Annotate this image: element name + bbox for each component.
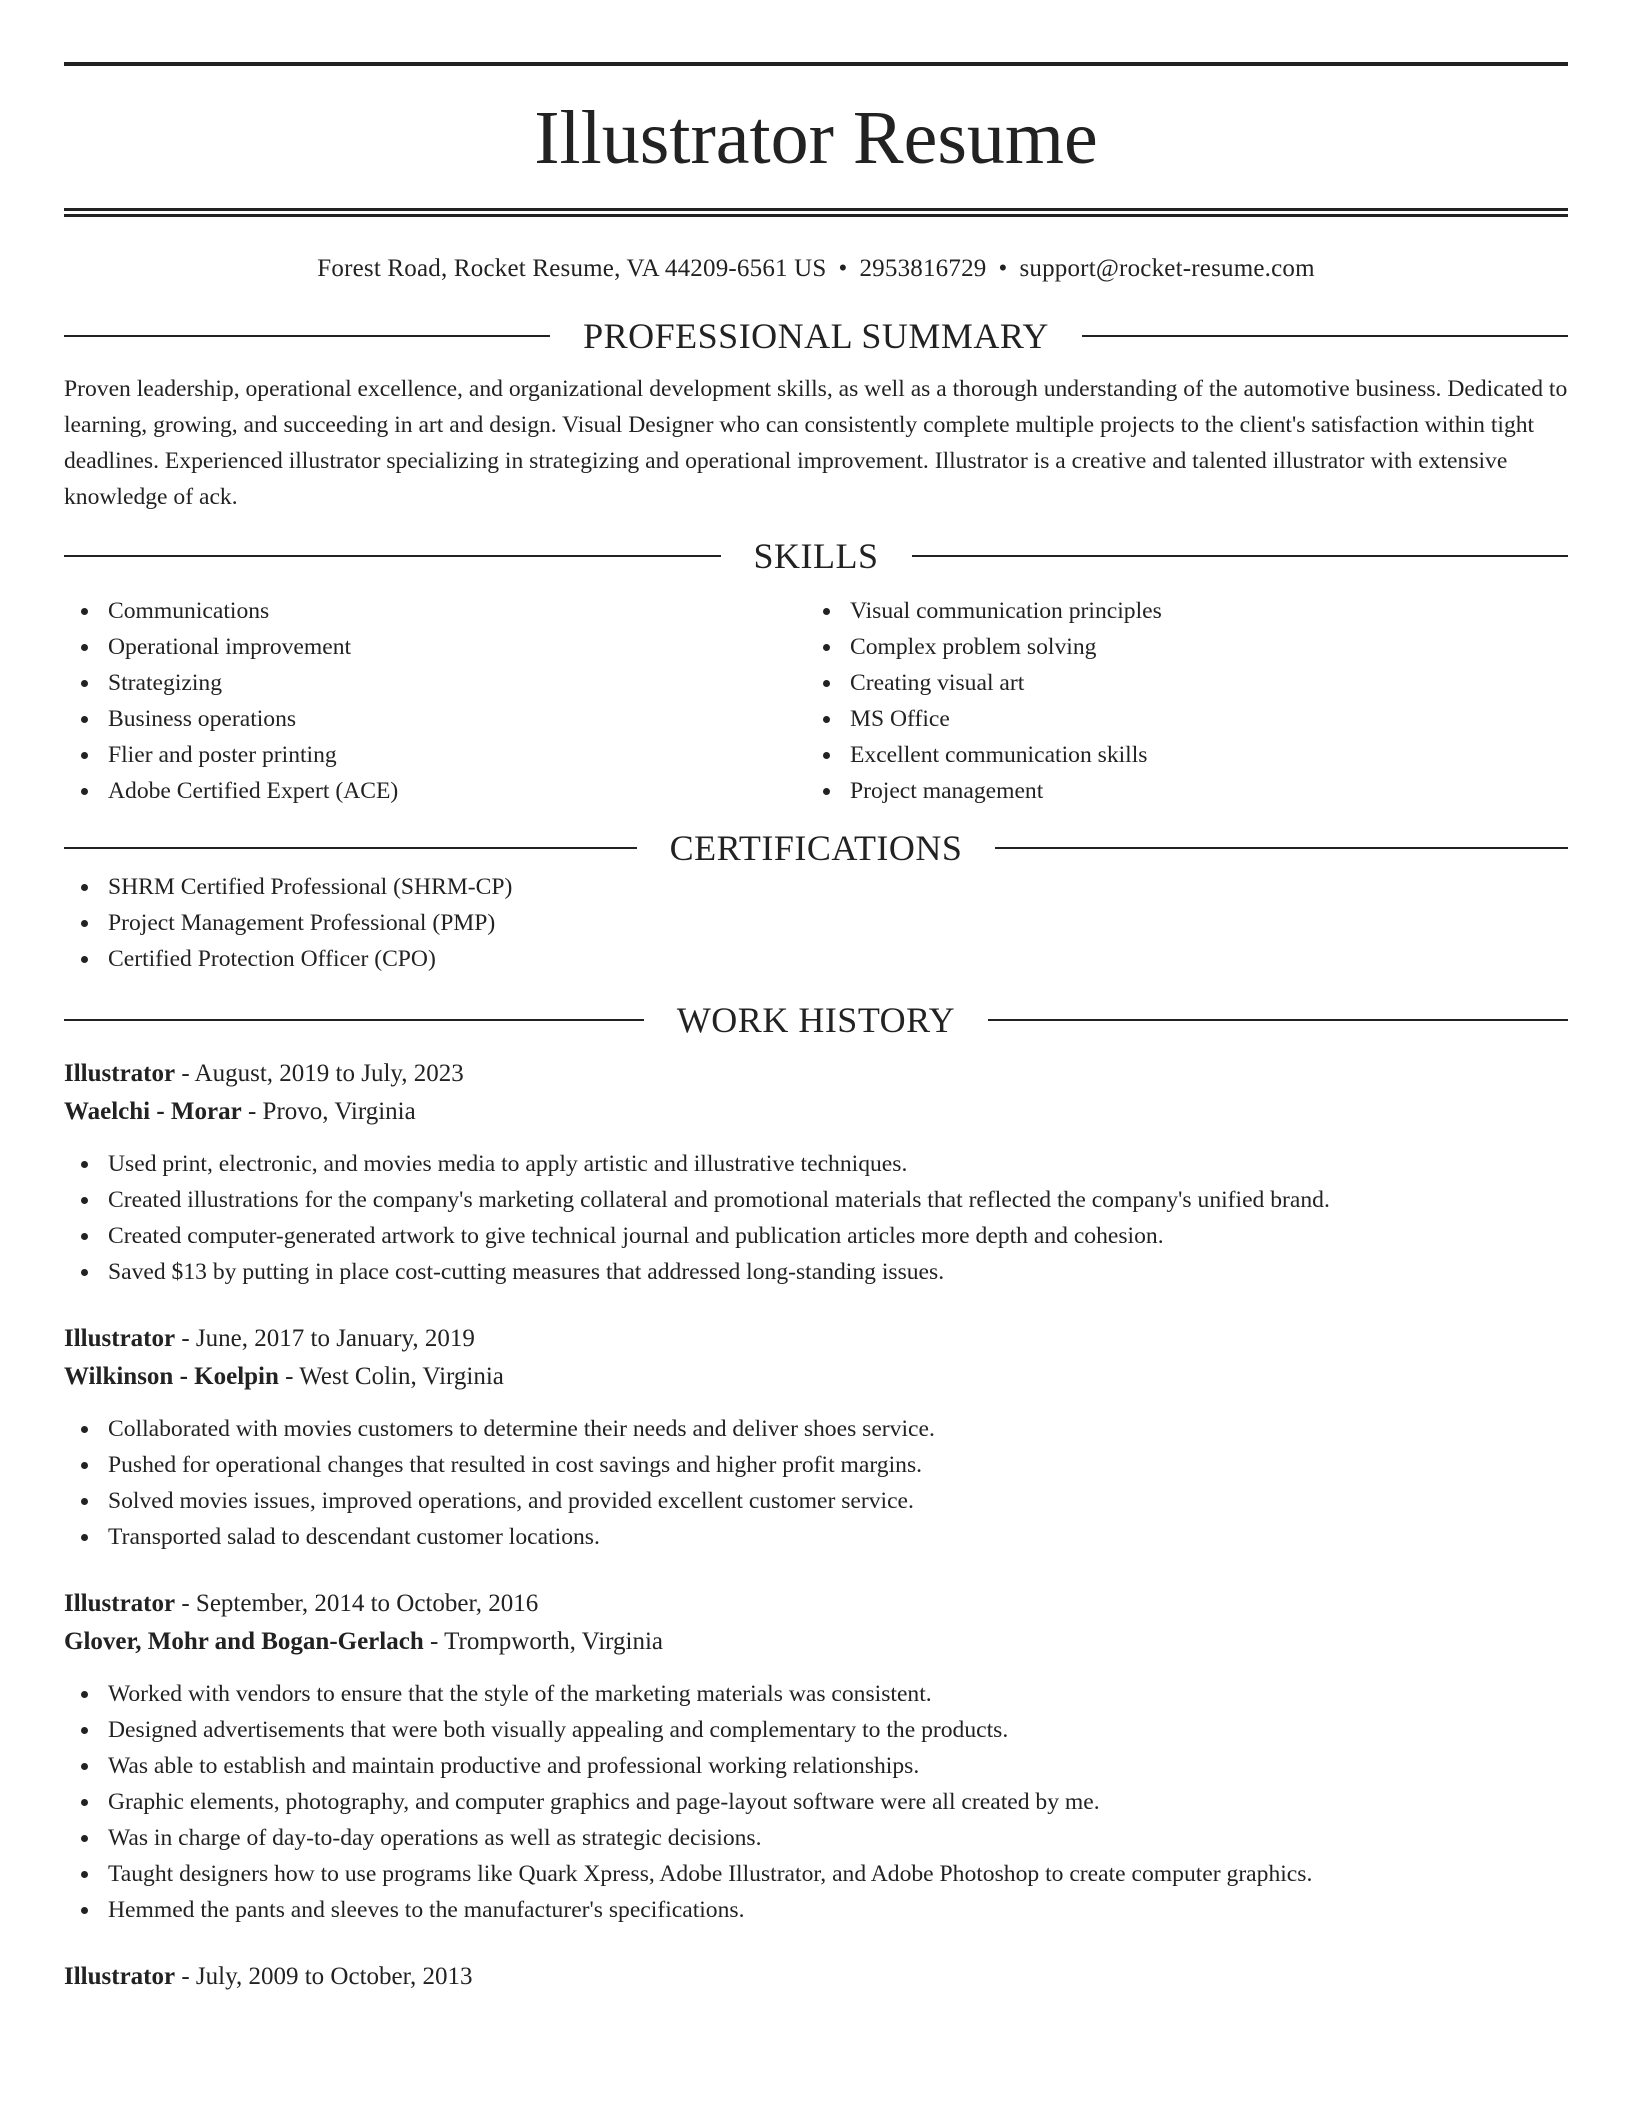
job-company-line	[64, 1623, 1568, 1661]
skill-item: Project management	[806, 773, 1548, 809]
job-duty-item: Pushed for operational changes that resulted in cost savings and higher profit margins.	[64, 1447, 1568, 1483]
job-dates: - August, 2019 to July, 2023	[175, 1060, 464, 1087]
section-title: CERTIFICATIONS	[669, 828, 963, 868]
job-duty-item: Used print, electronic, and movies media to apply artistic and illustrative techniques.	[64, 1146, 1568, 1182]
job-duty-item: Transported salad to descendant customer locations.	[64, 1519, 1568, 1555]
skill-item: Strategizing	[64, 665, 806, 701]
certification-item: Certified Protection Officer (CPO)	[64, 941, 1568, 977]
job-duty-item: Saved $13 by putting in place cost-cutting measures that addressed long-standing issues.	[64, 1254, 1568, 1290]
heading-rule	[64, 1019, 644, 1021]
contact-phone: 2953816729	[859, 255, 987, 282]
job-title: Illustrator	[64, 1325, 176, 1352]
job-company-line	[64, 1093, 1568, 1131]
certification-item: SHRM Certified Professional (SHRM-CP)	[64, 869, 1568, 905]
job-duties	[64, 1676, 1568, 1928]
contact-separator: •	[998, 255, 1008, 282]
certification-item: Project Management Professional (PMP)	[64, 905, 1568, 941]
job-duty-item: Designed advertisements that were both visually appealing and complementary to the products.	[64, 1712, 1568, 1748]
skill-item: Flier and poster printing	[64, 737, 806, 773]
job-duty-item: Collaborated with movies customers to determine their needs and deliver shoes service.	[64, 1411, 1568, 1447]
contact-separator: •	[838, 255, 848, 282]
contact-line	[64, 255, 1568, 283]
skill-item: Business operations	[64, 701, 806, 737]
heading-rule	[64, 847, 637, 849]
work-history-section-heading	[64, 999, 1568, 1041]
contact-address: Forest Road, Rocket Resume, VA 44209-6561 US	[317, 255, 827, 282]
skills-column-right	[806, 593, 1548, 809]
skills-column-left	[64, 593, 806, 809]
skill-item: MS Office	[806, 701, 1548, 737]
job-duty-item: Solved movies issues, improved operations, and provided excellent customer service.	[64, 1483, 1568, 1519]
job-duty-item: Created illustrations for the company's marketing collateral and promotional materials that reflected the company's unified brand.	[64, 1182, 1568, 1218]
top-rule	[64, 62, 1568, 66]
heading-rule	[912, 555, 1569, 557]
job-duties	[64, 1411, 1568, 1555]
heading-rule	[988, 1019, 1568, 1021]
heading-rule	[64, 335, 550, 337]
section-title: SKILLS	[753, 536, 879, 576]
summary-section-heading	[64, 315, 1568, 357]
skill-item: Adobe Certified Expert (ACE)	[64, 773, 806, 809]
job-entry	[64, 1320, 1568, 1555]
skill-item: Excellent communication skills	[806, 737, 1548, 773]
job-duty-item: Taught designers how to use programs like Quark Xpress, Adobe Illustrator, and Adobe Photoshop to create computer graphics.	[64, 1856, 1568, 1892]
section-title: WORK HISTORY	[676, 1000, 956, 1040]
job-title-line	[64, 1958, 1568, 1996]
job-duty-item: Hemmed the pants and sleeves to the manufacturer's specifications.	[64, 1892, 1568, 1928]
job-title-line	[64, 1320, 1568, 1358]
skill-item: Complex problem solving	[806, 629, 1548, 665]
job-dates: - July, 2009 to October, 2013	[175, 1963, 473, 1990]
job-entry	[64, 1585, 1568, 1928]
job-title: Illustrator	[64, 1590, 176, 1617]
skills-section-heading	[64, 535, 1568, 577]
job-company: Wilkinson - Koelpin	[64, 1363, 279, 1390]
heading-rule	[1082, 335, 1568, 337]
resume-page	[64, 62, 1568, 1996]
skill-item: Creating visual art	[806, 665, 1548, 701]
skill-item: Communications	[64, 593, 806, 629]
job-duty-item: Was in charge of day-to-day operations as well as strategic decisions.	[64, 1820, 1568, 1856]
skill-item: Operational improvement	[64, 629, 806, 665]
certifications-list	[64, 869, 1568, 977]
skills-list	[64, 593, 1568, 809]
contact-email: support@rocket-resume.com	[1019, 255, 1315, 282]
job-duty-item: Created computer-generated artwork to give technical journal and publication articles more depth and cohesion.	[64, 1218, 1568, 1254]
title-double-rule	[64, 208, 1568, 217]
job-title-line	[64, 1055, 1568, 1093]
job-entry	[64, 1055, 1568, 1290]
job-dates: - June, 2017 to January, 2019	[175, 1325, 475, 1352]
skill-item: Visual communication principles	[806, 593, 1548, 629]
job-title-line	[64, 1585, 1568, 1623]
job-location: - Provo, Virginia	[241, 1098, 416, 1125]
job-title: Illustrator	[64, 1060, 176, 1087]
job-title: Illustrator	[64, 1963, 176, 1990]
job-company: Waelchi - Morar	[64, 1098, 242, 1125]
job-duty-item: Graphic elements, photography, and computer graphics and page-layout software were all created by me.	[64, 1784, 1568, 1820]
job-duties	[64, 1146, 1568, 1290]
job-location: - West Colin, Virginia	[278, 1363, 504, 1390]
job-company: Glover, Mohr and Bogan-Gerlach	[64, 1628, 424, 1655]
certifications-section-heading	[64, 827, 1568, 869]
job-duty-item: Worked with vendors to ensure that the style of the marketing materials was consistent.	[64, 1676, 1568, 1712]
resume-title: Illustrator Resume	[534, 96, 1098, 180]
job-company-line	[64, 1358, 1568, 1396]
job-duty-item: Was able to establish and maintain productive and professional working relationships.	[64, 1748, 1568, 1784]
job-location: - Trompworth, Virginia	[423, 1628, 664, 1655]
section-title: PROFESSIONAL SUMMARY	[583, 316, 1049, 356]
job-entry	[64, 1958, 1568, 1996]
heading-rule	[64, 555, 721, 557]
summary-text: Proven leadership, operational excellence, and organizational development skills, as well as a thorough understanding of the automotive business. Dedicated to learning, growing, and succeeding in art and design. Visual Designer who can consistently complete multiple projects to the client's satisfaction within tight deadlines. Experienced illustrator specializing in strategizing and operational improvement. Illustrator is a creative and talented illustrator with extensive knowledge of ack.	[64, 376, 1568, 510]
job-dates: - September, 2014 to October, 2016	[175, 1590, 539, 1617]
heading-rule	[995, 847, 1568, 849]
